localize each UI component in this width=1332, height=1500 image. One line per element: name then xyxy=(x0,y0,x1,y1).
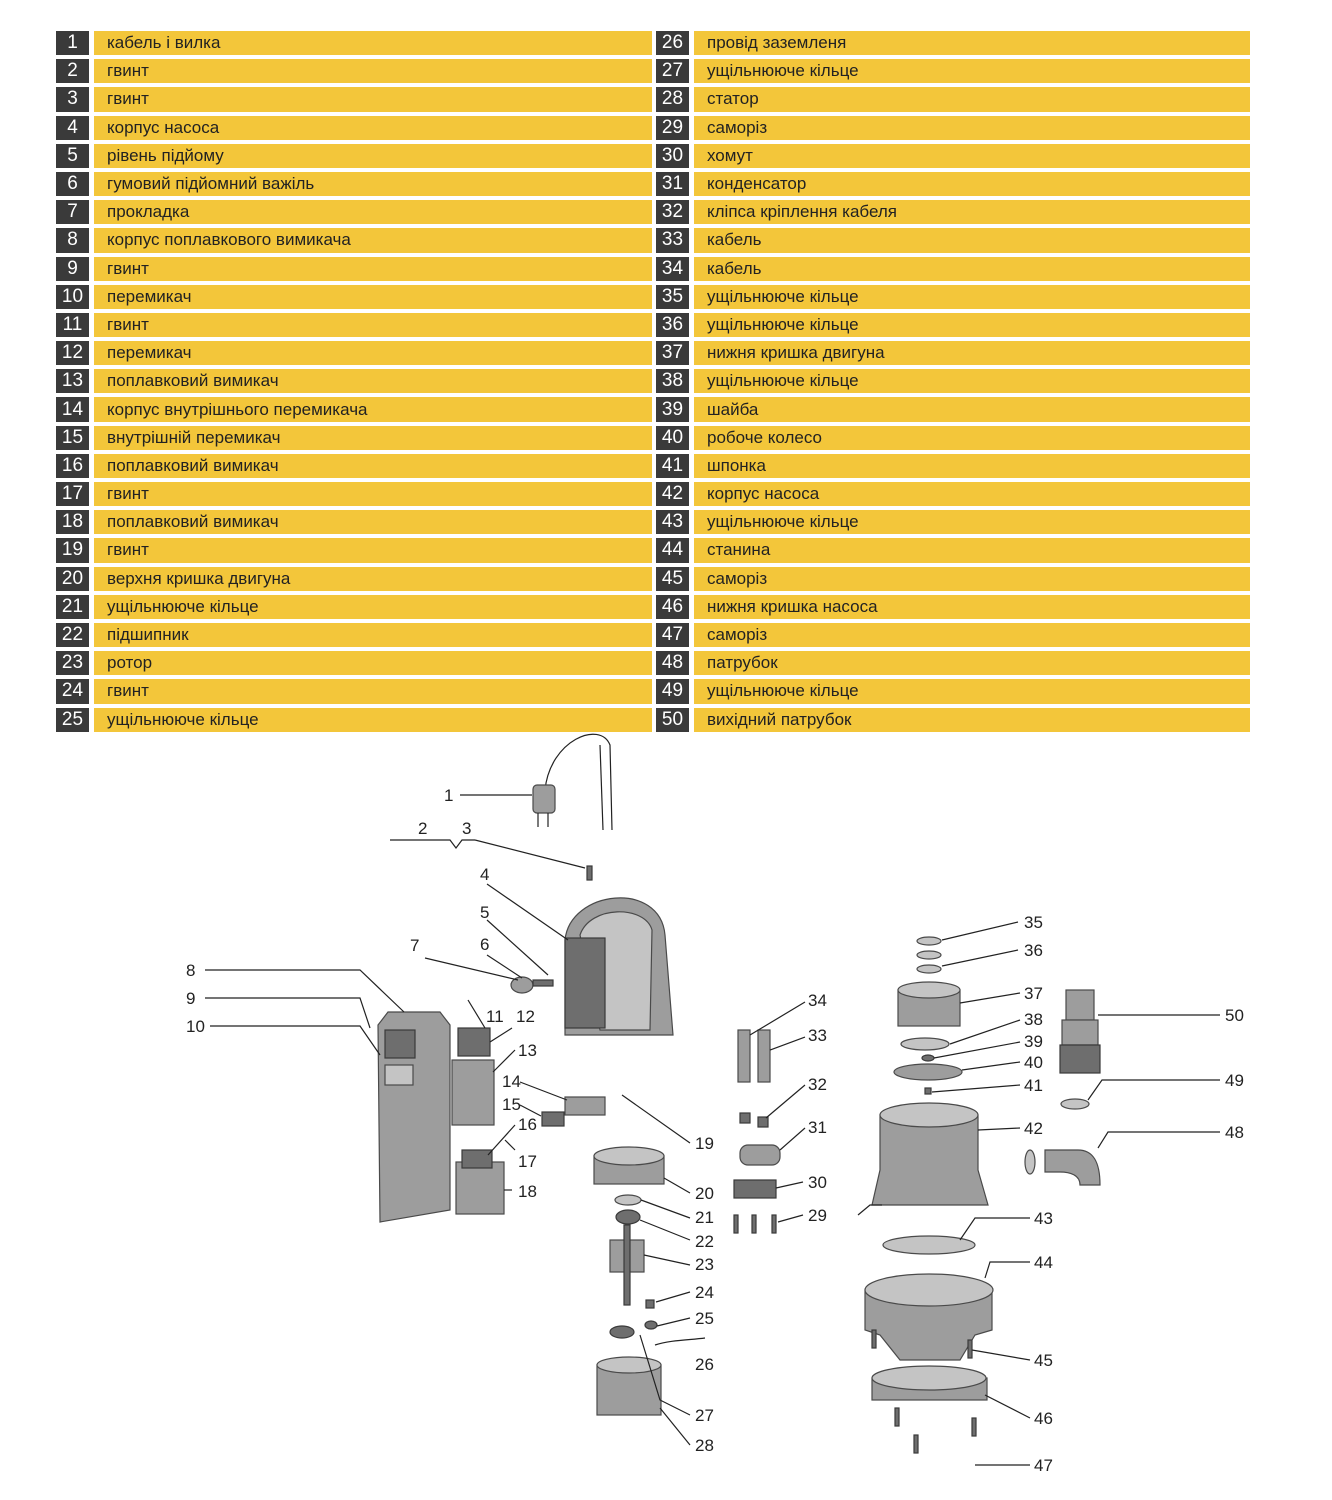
part-number: 37 xyxy=(656,341,689,365)
part-number: 2 xyxy=(56,59,89,83)
callout-2: 2 xyxy=(418,819,428,838)
part-internal-switch-housing xyxy=(565,1097,605,1115)
parts-row xyxy=(56,200,652,224)
callout-4: 4 xyxy=(480,865,490,884)
parts-row xyxy=(656,144,1250,168)
callout-labels xyxy=(186,786,1244,1475)
parts-row xyxy=(656,623,1250,647)
part-label: підшипник xyxy=(94,623,652,647)
part-self-tapping-screw-47b xyxy=(914,1435,918,1453)
parts-column-right xyxy=(656,31,1250,736)
part-number: 49 xyxy=(656,679,689,703)
parts-row xyxy=(656,31,1250,55)
callout-21: 21 xyxy=(695,1208,714,1227)
part-number: 33 xyxy=(656,228,689,252)
part-cable-clip-2 xyxy=(758,1117,768,1127)
part-number: 41 xyxy=(656,454,689,478)
part-screw-3 xyxy=(587,866,592,880)
callout-20: 20 xyxy=(695,1184,714,1203)
part-number: 4 xyxy=(56,116,89,140)
part-screw-24 xyxy=(646,1300,654,1308)
part-float-switch-18 xyxy=(456,1162,504,1214)
part-number: 45 xyxy=(656,567,689,591)
parts-row xyxy=(56,510,652,534)
callout-42: 42 xyxy=(1024,1119,1043,1138)
parts-row xyxy=(656,397,1250,421)
callout-29: 29 xyxy=(808,1206,827,1225)
part-number: 20 xyxy=(56,567,89,591)
callout-32: 32 xyxy=(808,1075,827,1094)
part-label: кабель xyxy=(694,228,1250,252)
part-number: 3 xyxy=(56,87,89,111)
part-cable-33 xyxy=(758,1030,770,1082)
part-label: корпус насоса xyxy=(694,482,1250,506)
parts-row xyxy=(56,708,652,732)
part-rotor xyxy=(610,1225,644,1305)
part-seal-ring-49 xyxy=(1061,1099,1089,1109)
part-number: 26 xyxy=(656,31,689,55)
callout-1: 1 xyxy=(444,786,454,805)
callout-13: 13 xyxy=(518,1041,537,1060)
part-label: ротор xyxy=(94,651,652,675)
parts-row xyxy=(656,172,1250,196)
part-number: 11 xyxy=(56,313,89,337)
parts-row xyxy=(56,59,652,83)
parts-row xyxy=(56,538,652,562)
callout-31: 31 xyxy=(808,1118,827,1137)
part-label: ущільнююче кільце xyxy=(694,313,1250,337)
parts-row xyxy=(656,482,1250,506)
part-label: ущільнююче кільце xyxy=(694,369,1250,393)
callout-45: 45 xyxy=(1034,1351,1053,1370)
part-number: 27 xyxy=(656,59,689,83)
part-cable-34 xyxy=(738,1030,750,1082)
part-seal-ring-36a xyxy=(917,951,941,959)
part-number: 15 xyxy=(56,426,89,450)
parts-row xyxy=(56,116,652,140)
part-number: 44 xyxy=(656,538,689,562)
part-label: шайба xyxy=(694,397,1250,421)
part-label: кліпса кріплення кабеля xyxy=(694,200,1250,224)
part-label: поплавковий вимикач xyxy=(94,454,652,478)
part-number: 29 xyxy=(656,116,689,140)
part-label: вихідний патрубок xyxy=(694,708,1250,732)
part-number: 6 xyxy=(56,172,89,196)
part-number: 40 xyxy=(656,426,689,450)
callout-15: 15 xyxy=(502,1095,521,1114)
part-label: гвинт xyxy=(94,59,652,83)
parts-row xyxy=(656,595,1250,619)
part-pipe-48 xyxy=(1025,1150,1100,1185)
part-number: 34 xyxy=(656,257,689,281)
parts-row xyxy=(56,595,652,619)
part-upper-motor-cover xyxy=(594,1147,664,1184)
parts-row xyxy=(656,257,1250,281)
part-seal-ring-25 xyxy=(645,1321,657,1329)
part-label: саморіз xyxy=(694,116,1250,140)
part-number: 42 xyxy=(656,482,689,506)
exploded-diagram xyxy=(0,730,1332,1500)
parts-column-left xyxy=(56,31,652,736)
part-number: 36 xyxy=(656,313,689,337)
part-number: 7 xyxy=(56,200,89,224)
parts-row xyxy=(656,454,1250,478)
part-key xyxy=(925,1088,931,1094)
part-label: гвинт xyxy=(94,313,652,337)
part-label: перемикач xyxy=(94,285,652,309)
part-number: 30 xyxy=(656,144,689,168)
part-number: 31 xyxy=(656,172,689,196)
parts-row xyxy=(656,538,1250,562)
parts-row xyxy=(656,369,1250,393)
part-label: провід заземленя xyxy=(694,31,1250,55)
parts-row xyxy=(56,144,652,168)
callout-30: 30 xyxy=(808,1173,827,1192)
part-label: ущільнююче кільце xyxy=(694,510,1250,534)
parts-row xyxy=(56,426,652,450)
part-label: саморіз xyxy=(694,567,1250,591)
part-label: гвинт xyxy=(94,87,652,111)
part-number: 10 xyxy=(56,285,89,309)
part-number: 35 xyxy=(656,285,689,309)
part-label: ущільнююче кільце xyxy=(694,679,1250,703)
callout-34: 34 xyxy=(808,991,827,1010)
parts-row xyxy=(56,341,652,365)
callout-38: 38 xyxy=(1024,1010,1043,1029)
parts-row xyxy=(656,285,1250,309)
part-pump-housing xyxy=(565,898,673,1035)
callout-6: 6 xyxy=(480,935,490,954)
callout-26: 26 xyxy=(695,1355,714,1374)
callout-16: 16 xyxy=(518,1115,537,1134)
part-self-tapping-screws-29 xyxy=(734,1215,776,1233)
callout-11: 11 xyxy=(486,1007,504,1026)
callout-35: 35 xyxy=(1024,913,1043,932)
part-pump-body xyxy=(872,1103,988,1205)
callout-36: 36 xyxy=(1024,941,1043,960)
parts-row xyxy=(56,397,652,421)
part-seal-ring-35 xyxy=(917,937,941,945)
part-label: корпус внутрішнього перемикача xyxy=(94,397,652,421)
part-switch-12 xyxy=(458,1028,490,1056)
part-label: поплавковий вимикач xyxy=(94,369,652,393)
part-number: 21 xyxy=(56,595,89,619)
part-label: рівень підйому xyxy=(94,144,652,168)
part-label: гвинт xyxy=(94,679,652,703)
part-label: нижня кришка двигуна xyxy=(694,341,1250,365)
part-lower-motor-cover xyxy=(898,982,960,1026)
parts-row xyxy=(56,369,652,393)
parts-row xyxy=(56,285,652,309)
part-seal-ring-38 xyxy=(901,1038,949,1050)
parts-row xyxy=(56,31,652,55)
callout-23: 23 xyxy=(695,1255,714,1274)
part-cable-clip xyxy=(740,1113,750,1123)
part-impeller xyxy=(894,1064,962,1080)
part-number: 23 xyxy=(56,651,89,675)
callout-7: 7 xyxy=(410,936,420,955)
callout-19: 19 xyxy=(695,1134,714,1153)
part-label: перемикач xyxy=(94,341,652,365)
callout-24: 24 xyxy=(695,1283,714,1302)
part-label: кабель xyxy=(694,257,1250,281)
part-label: гумовий підйомний важіль xyxy=(94,172,652,196)
part-number: 5 xyxy=(56,144,89,168)
part-number: 24 xyxy=(56,679,89,703)
parts-row xyxy=(56,228,652,252)
part-number: 18 xyxy=(56,510,89,534)
callout-46: 46 xyxy=(1034,1409,1053,1428)
part-number: 13 xyxy=(56,369,89,393)
part-seal-ring-27 xyxy=(610,1326,634,1338)
part-number: 16 xyxy=(56,454,89,478)
callout-12: 12 xyxy=(516,1007,535,1026)
part-number: 28 xyxy=(656,87,689,111)
callout-44: 44 xyxy=(1034,1253,1053,1272)
part-label: хомут xyxy=(694,144,1250,168)
callout-17: 17 xyxy=(518,1152,537,1171)
parts-row xyxy=(56,454,652,478)
part-label: внутрішній перемикач xyxy=(94,426,652,450)
callout-18: 18 xyxy=(518,1182,537,1201)
part-number: 9 xyxy=(56,257,89,281)
callout-27: 27 xyxy=(695,1406,714,1425)
parts-row xyxy=(656,313,1250,337)
part-seal-ring-21 xyxy=(615,1195,641,1205)
parts-row xyxy=(56,679,652,703)
part-seal-ring-36b xyxy=(917,965,941,973)
callout-37: 37 xyxy=(1024,984,1043,1003)
part-self-tapping-screw-45b xyxy=(968,1340,972,1358)
part-label: прокладка xyxy=(94,200,652,224)
part-number: 25 xyxy=(56,708,89,732)
callout-48: 48 xyxy=(1225,1123,1244,1142)
part-cable-plug xyxy=(533,734,612,830)
part-number: 12 xyxy=(56,341,89,365)
parts-row xyxy=(656,200,1250,224)
part-label: корпус насоса xyxy=(94,116,652,140)
part-label: станина xyxy=(694,538,1250,562)
part-label: саморіз xyxy=(694,623,1250,647)
part-bearing xyxy=(616,1210,640,1224)
part-self-tapping-screw-45a xyxy=(872,1330,876,1348)
part-label: гвинт xyxy=(94,257,652,281)
part-label: поплавковий вимикач xyxy=(94,510,652,534)
part-capacitor xyxy=(740,1145,780,1165)
part-label: гвинт xyxy=(94,538,652,562)
parts-row xyxy=(56,482,652,506)
part-washer xyxy=(922,1055,934,1061)
part-self-tapping-screw-47a xyxy=(895,1408,899,1426)
parts-row xyxy=(56,651,652,675)
part-label: корпус поплавкового вимикача xyxy=(94,228,652,252)
part-frame xyxy=(865,1274,993,1360)
part-number: 46 xyxy=(656,595,689,619)
parts-row xyxy=(656,510,1250,534)
part-label: ущільнююче кільце xyxy=(94,708,652,732)
parts-row xyxy=(656,116,1250,140)
parts-row xyxy=(56,257,652,281)
part-internal-switch xyxy=(542,1112,564,1126)
callout-8: 8 xyxy=(186,961,196,980)
callout-3: 3 xyxy=(462,819,472,838)
callout-50: 50 xyxy=(1225,1006,1244,1025)
part-ground-wire xyxy=(655,1338,705,1345)
part-label: ущільнююче кільце xyxy=(94,595,652,619)
parts-row xyxy=(56,623,652,647)
parts-row xyxy=(56,172,652,196)
part-number: 22 xyxy=(56,623,89,647)
part-number: 32 xyxy=(656,200,689,224)
part-self-tapping-screw-47c xyxy=(972,1418,976,1436)
callout-25: 25 xyxy=(695,1309,714,1328)
part-label: нижня кришка насоса xyxy=(694,595,1250,619)
part-number: 43 xyxy=(656,510,689,534)
part-number: 48 xyxy=(656,651,689,675)
callout-28: 28 xyxy=(695,1436,714,1455)
parts-row xyxy=(56,313,652,337)
part-label: кабель і вилка xyxy=(94,31,652,55)
callout-41: 41 xyxy=(1024,1076,1043,1095)
part-label: конденсатор xyxy=(694,172,1250,196)
part-label: патрубок xyxy=(694,651,1250,675)
part-lower-pump-cover xyxy=(872,1366,987,1400)
callout-5: 5 xyxy=(480,903,490,922)
callout-40: 40 xyxy=(1024,1053,1043,1072)
part-number: 39 xyxy=(656,397,689,421)
part-stator xyxy=(597,1357,661,1415)
callout-49: 49 xyxy=(1225,1071,1244,1090)
part-number: 19 xyxy=(56,538,89,562)
parts-table xyxy=(56,31,1250,733)
part-label: верхня кришка двигуна xyxy=(94,567,652,591)
part-label: шпонка xyxy=(694,454,1250,478)
parts-row xyxy=(656,87,1250,111)
parts-row xyxy=(656,679,1250,703)
part-label: статор xyxy=(694,87,1250,111)
part-label: ущільнююче кільце xyxy=(694,285,1250,309)
callout-22: 22 xyxy=(695,1232,714,1251)
part-number: 14 xyxy=(56,397,89,421)
callout-10: 10 xyxy=(186,1017,205,1036)
parts-row xyxy=(656,59,1250,83)
part-number: 50 xyxy=(656,708,689,732)
parts-row xyxy=(656,567,1250,591)
callout-47: 47 xyxy=(1034,1456,1053,1475)
callout-43: 43 xyxy=(1034,1209,1053,1228)
parts-row xyxy=(56,567,652,591)
part-clamp xyxy=(734,1180,776,1198)
parts-row xyxy=(656,708,1250,732)
callout-14: 14 xyxy=(502,1072,521,1091)
parts-row xyxy=(656,426,1250,450)
part-label: робоче колесо xyxy=(694,426,1250,450)
callout-9: 9 xyxy=(186,989,196,1008)
callout-33: 33 xyxy=(808,1026,827,1045)
parts-row xyxy=(656,651,1250,675)
part-float-switch-16 xyxy=(462,1150,492,1168)
part-number: 47 xyxy=(656,623,689,647)
parts-row xyxy=(656,341,1250,365)
parts-row xyxy=(656,228,1250,252)
part-number: 17 xyxy=(56,482,89,506)
parts-row xyxy=(56,87,652,111)
part-number: 1 xyxy=(56,31,89,55)
callout-39: 39 xyxy=(1024,1032,1043,1051)
part-label: ущільнююче кільце xyxy=(694,59,1250,83)
part-float-switch-13 xyxy=(452,1060,494,1125)
part-number: 38 xyxy=(656,369,689,393)
part-outlet-pipe xyxy=(1060,990,1100,1073)
part-label: гвинт xyxy=(94,482,652,506)
part-number: 8 xyxy=(56,228,89,252)
part-float-switch-housing xyxy=(378,1012,450,1222)
part-lift-level xyxy=(533,980,553,986)
